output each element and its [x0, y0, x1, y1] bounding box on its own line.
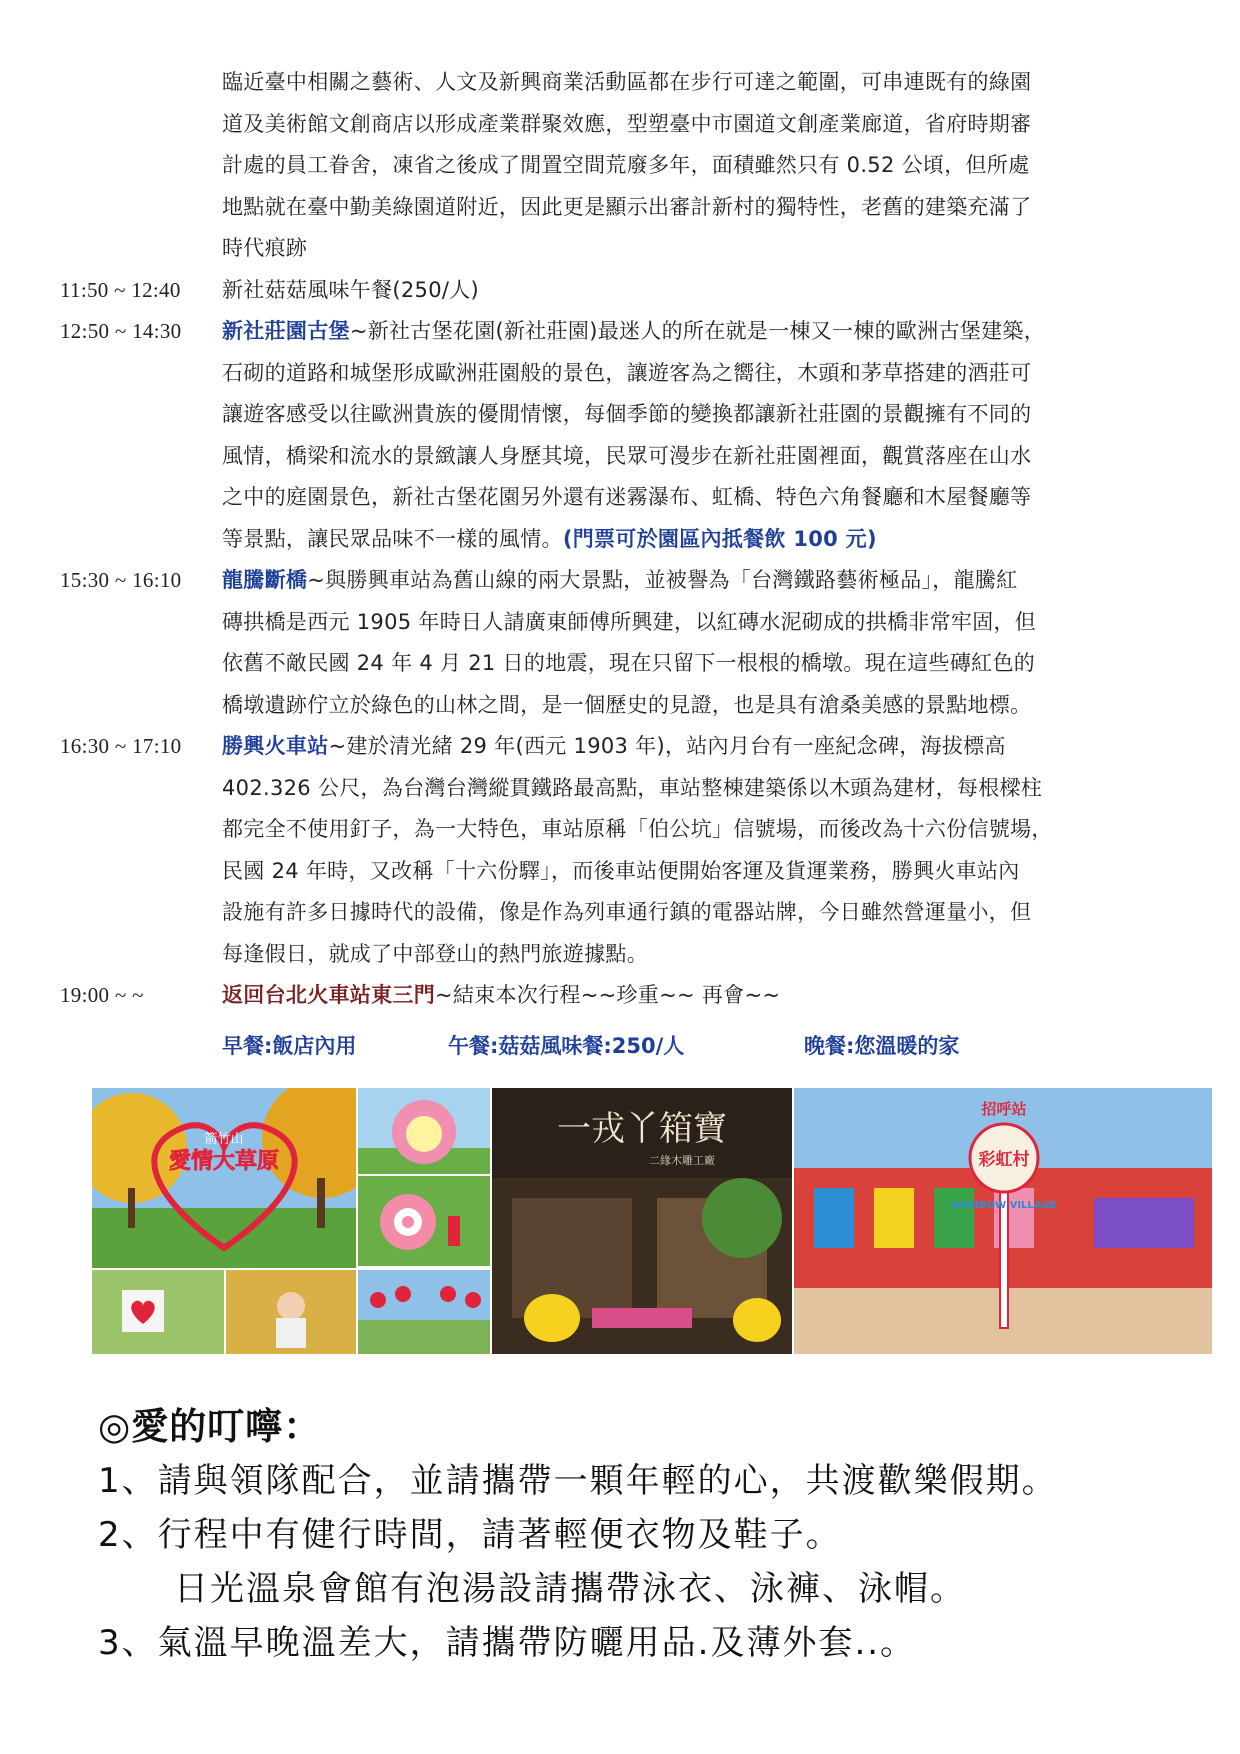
- entry-line: 等景點，讓民眾品味不一樣的風情。: [222, 526, 563, 551]
- reminders-section: [98, 1400, 1198, 1670]
- photo-strip: [92, 1088, 1212, 1354]
- ticket-note: (門票可於園區內抵餐飲 100 元): [562, 526, 877, 551]
- entry-line: 依舊不敵民國 24 年 4 月 21 日的地震，現在只留下一根根的橋墩。現在這些磚紅色的: [222, 651, 1036, 675]
- dinner-label: 晚餐:您溫暖的家: [804, 1034, 960, 1058]
- reminder-item: 3、氣溫早晚溫差大，請攜帶防曬用品.及薄外套..。: [98, 1623, 917, 1663]
- rainbow-village-photo: [794, 1088, 1212, 1354]
- breakfast-label: 早餐:飯店內用: [222, 1034, 357, 1058]
- village-arch-text: 招呼站: [981, 1100, 1027, 1118]
- intro-line: 臨近臺中相關之藝術、人文及新興商業活動區都在步行可達之範圍，可串連既有的綠園: [222, 70, 1032, 94]
- entry-line: 橋墩遺跡佇立於綠色的山林之間，是一個歷史的見證，也是具有滄桑美感的景點地標。: [222, 692, 1032, 717]
- entry-line: 之中的庭園景色，新社古堡花園另外還有迷霧瀑布、虹橋、特色六角餐廳和木屋餐廳等: [222, 485, 1032, 509]
- entry-line: 讓遊客感受以往歐洲貴族的優閒情懷，每個季節的變換都讓新社莊園的景觀擁有不同的: [222, 402, 1032, 426]
- reminder-item: 1、請與領隊配合，並請攜帶一顆年輕的心，共渡歡樂假期。: [98, 1461, 1058, 1501]
- lunch-label: 午餐:菇菇風味餐:250/人: [448, 1034, 685, 1058]
- entry-time: 11:50 ~ 12:40: [60, 278, 181, 302]
- entry-line: ~新社古堡花園(新社莊園)最迷人的所在就是一棟又一棟的歐洲古堡建築，: [349, 319, 1045, 343]
- entry-line: 設施有許多日據時代的設備，像是作為列車通行鎮的電器站牌，今日雖然營運量小，但: [222, 900, 1032, 924]
- intro-line: 時代痕跡: [222, 236, 308, 260]
- village-sign-text: 彩虹村: [978, 1150, 1030, 1170]
- entry-line: ~結束本次行程~~珍重~~ 再會~~: [435, 983, 781, 1007]
- shop-sign-text: 一戎丫箱寶: [557, 1109, 727, 1149]
- heart-path-photo: [358, 1270, 490, 1354]
- reminders-heading: ◎愛的叮嚀：: [98, 1405, 322, 1448]
- spot-title: 勝興火車站: [222, 734, 329, 758]
- entry-line: 都完全不使用釘子，為一大特色，車站原稱「伯公坑」信號場，而後改為十六份信號場，: [222, 817, 1053, 841]
- shop-sub-text: 二緣木雕工廠: [649, 1154, 715, 1167]
- entry-line: 民國 24 年時，又改稱「十六份驛」，而後車站便開始客運及貨運業務，勝興火車站內: [222, 858, 1020, 883]
- entry-line: 石砌的道路和城堡形成歐洲莊園般的景色，讓遊客為之嚮往，木頭和茅草搭建的酒莊可: [222, 360, 1032, 385]
- intro-line: 地點就在臺中勤美綠園道附近，因此更是顯示出審計新村的獨特性，老舊的建築充滿了: [222, 194, 1032, 219]
- love-park-title-text: 愛情大草原: [168, 1149, 280, 1174]
- love-grassland-photo: [92, 1088, 356, 1268]
- love-park-small-text: 箭竹山: [204, 1132, 244, 1147]
- meals-summary: [222, 1026, 1122, 1066]
- entry-line: 每逢假日，就成了中部登山的熱門旅遊據點。: [222, 941, 648, 966]
- entry-line: ~建於清光緒 29 年(西元 1903 年)，站內月台有一座紀念碑，海拔標高: [328, 734, 1006, 758]
- entry-time: 15:30 ~ 16:10: [60, 568, 182, 592]
- entry-line: 風情，橋梁和流水的景緻讓人身歷其境，民眾可漫步在新社莊園裡面，觀賞落座在山水: [222, 443, 1032, 468]
- entry-time: 12:50 ~ 14:30: [60, 319, 182, 343]
- village-en-text: RAINBOW VILLAGE: [951, 1200, 1057, 1211]
- entry-line: 402.326 公尺，為台灣台灣縱貫鐵路最高點，車站整棟建築係以木頭為建材，每根樑柱: [222, 775, 1043, 800]
- heart-box-photo: [92, 1270, 224, 1354]
- spot-title: 返回台北火車站東三門: [222, 983, 435, 1007]
- entry-line: 新社菇菇風味午餐(250/人): [222, 278, 480, 302]
- reminder-item: 2、行程中有健行時間，請著輕便衣物及鞋子。: [98, 1515, 842, 1555]
- spot-title: 龍騰斷橋: [222, 568, 308, 592]
- entry-time: 16:30 ~ 17:10: [60, 734, 182, 758]
- entry-line: 磚拱橋是西元 1905 年時日人請廣東師傅所興建，以紅磚水泥砌成的拱橋非常牢固，但: [222, 609, 1037, 634]
- snail-sculpture-photo: [358, 1176, 490, 1266]
- reminder-item: 日光溫泉會館有泡湯設請攜帶泳衣、泳褲、泳帽。: [174, 1569, 966, 1609]
- entry-line: ~與勝興車站為舊山線的兩大景點，並被譽為「台灣鐵路藝術極品」，龍騰紅: [307, 568, 1018, 592]
- child-photo: [226, 1270, 356, 1354]
- intro-line: 道及美術館文創商店以形成產業群聚效應，型塑臺中市園道文創產業廊道，省府時期審: [222, 111, 1032, 136]
- arch-sculpture-photo: [358, 1088, 490, 1174]
- spot-title: 新社莊園古堡: [222, 319, 350, 343]
- intro-line: 計處的員工眷舍，凍省之後成了閒置空間荒廢多年，面積雖然只有 0.52 公頃，但所處: [222, 153, 1030, 177]
- woodcraft-shop-photo: [492, 1088, 792, 1354]
- entry-time: 19:00 ~ ~: [60, 983, 144, 1007]
- intro-paragraph: [222, 62, 1182, 270]
